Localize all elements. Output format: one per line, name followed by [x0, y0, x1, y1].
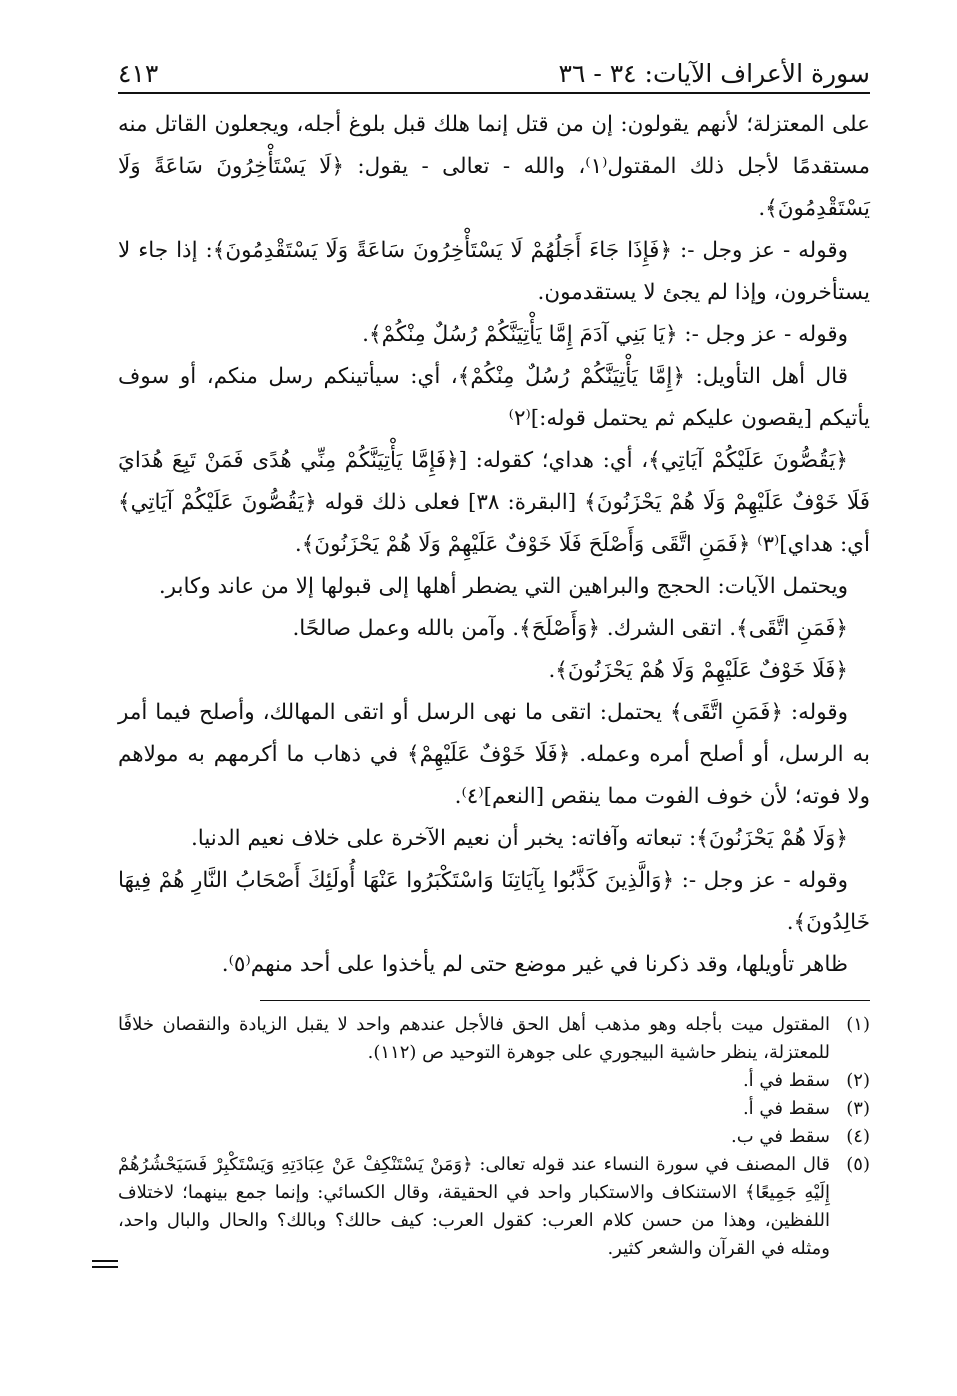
footnote-text: المقتول ميت بأجله وهو مذهب أهل الحق فالأجل عندهم واحد لا يقبل الزيادة والنقصان خلافًا للمعتزلة، ينظر حاشية البيجوري على جوهرة التوحيد ص (١١٢). — [118, 1014, 830, 1063]
paragraph: وقوله - عز وجل -: ﴿وَالَّذِينَ كَذَّبُوا بِآيَاتِنَا وَاسْتَكْبَرُوا عَنْهَا أُولَئِكَ أَصْحَابُ النَّارِ هُمْ فِيهَا خَالِدُونَ﴾. — [118, 868, 870, 935]
footnote-number: (٤) — [846, 1126, 870, 1147]
footnote-number: (٥) — [846, 1154, 870, 1175]
footnote-text: قال المصنف في سورة النساء عند قوله تعالى: ﴿وَمَنْ يَسْتَنْكِفْ عَنْ عِبَادَتِهِ وَيَسْتَكْبِرْ فَسَيَحْشُرُهُمْ إِلَيْهِ جَمِيعًا﴾ الاستنكاف والاستكبار واحد في الحقيقة، وقال الكسائي: وإنما جمع بينهما؛ لاختلاف اللفظين، وهذا من حسن كلام العرب: كقول العرب: كيف حالك؟ وبالك؟ والحال والبال واحد، ومثله في القرآن والشعر كثير. — [118, 1154, 830, 1259]
paragraph: ظاهر تأويلها، وقد ذكرنا في غير موضع حتى لم يأخذوا على أحد منهم⁽٥⁾. — [221, 952, 848, 977]
paragraph: وقوله: ﴿فَمَنِ اتَّقَى﴾ يحتمل: اتقى ما نهى الرسل أو اتقى المهالك، وأصلح فيما أمر به الرسل، أو أصلح أمره وعمله. ﴿فَلَا خَوْفٌ عَلَيْهِمْ﴾ في ذهاب ما أكرمهم به مولاهم ولا فوته؛ لأن خوف الفوت مما ينقص [النعم]⁽٤⁾. — [118, 700, 870, 809]
paragraph: ﴿فَلَا خَوْفٌ عَلَيْهِمْ وَلَا هُمْ يَحْزَنُونَ﴾. — [548, 658, 848, 683]
footnote-number: (٢) — [846, 1070, 870, 1091]
footnote — [118, 1123, 870, 1151]
footnote-number: (١) — [846, 1014, 870, 1035]
paragraph: على المعتزلة؛ لأنهم يقولون: إن من قتل إنما هلك قبل بلوغ أجله، ويجعلون القاتل منه مستقدمًا لأجل ذلك المقتول⁽١⁾، والله - تعالى - يقول: ﴿لَا يَسْتَأْخِرُونَ سَاعَةً وَلَا يَسْتَقْدِمُونَ﴾. — [118, 112, 870, 221]
footnote-text: سقط في أ. — [742, 1070, 830, 1091]
footnote — [118, 1067, 870, 1095]
footnote-separator — [260, 1000, 870, 1001]
footnote — [118, 1011, 870, 1067]
margin-mark — [92, 1260, 118, 1268]
footnote-text: سقط في أ. — [742, 1098, 830, 1119]
paragraph: ﴿وَلَا هُمْ يَحْزَنُونَ﴾: تبعاته وآفاته: يخبر أن نعيم الآخرة على خلاف نعيم الدنيا. — [190, 826, 848, 851]
page-number: ٤١٣ — [118, 59, 159, 88]
footnote-number: (٣) — [846, 1098, 870, 1119]
paragraph: قال أهل التأويل: ﴿إِمَّا يَأْتِيَنَّكُمْ رُسُلٌ مِنْكُمْ﴾، أي: سيأتينكم رسل منكم، أو سوف يأتيكم [يقصون عليكم ثم يحتمل قوله:]⁽٢⁾ — [118, 364, 870, 431]
footnotes — [118, 1011, 870, 1263]
document-page — [118, 48, 870, 1263]
page-header — [118, 48, 870, 94]
body-text — [118, 104, 870, 986]
paragraph: ﴿فَمَنِ اتَّقَى﴾. اتقى الشرك. ﴿وَأَصْلَحَ﴾. وآمن بالله وعمل صالحًا. — [292, 616, 848, 641]
paragraph: وقوله - عز وجل -: ﴿يَا بَنِي آدَمَ إِمَّا يَأْتِيَنَّكُمْ رُسُلٌ مِنْكُمْ﴾. — [362, 322, 848, 347]
footnote — [118, 1095, 870, 1123]
paragraph: وقوله - عز وجل -: ﴿فَإِذَا جَاءَ أَجَلُهُمْ لَا يَسْتَأْخِرُونَ سَاعَةً وَلَا يَسْتَقْدِمُونَ﴾: إذا جاء لا يستأخرون، وإذا لم يجئ لا يستقدمون. — [118, 238, 870, 305]
surah-title: سورة الأعراف الآيات: ٣٤ - ٣٦ — [558, 59, 870, 88]
paragraph: ﴿يَقُصُّونَ عَلَيْكُمْ آيَاتِي﴾، أي: هداي؛ كقوله: [﴿فَإِمَّا يَأْتِيَنَّكُمْ مِنِّي هُدًى فَمَنْ تَبِعَ هُدَايَ فَلَا خَوْفٌ عَلَيْهِمْ وَلَا هُمْ يَحْزَنُونَ﴾ [البقرة: ٣٨] فعلى ذلك قوله ﴿يَقُصُّونَ عَلَيْكُمْ آيَاتِي﴾ أي: هداي]⁽٣⁾ ﴿فَمَنِ اتَّقَى وَأَصْلَحَ فَلَا خَوْفٌ عَلَيْهِمْ وَلَا هُمْ يَحْزَنُونَ﴾. — [118, 448, 870, 557]
footnote-text: سقط في ب. — [731, 1126, 830, 1147]
paragraph: ويحتمل الآيات: الحجج والبراهين التي يضطر أهلها إلى قبولها إلا من عاند وكابر. — [158, 574, 848, 599]
footnote — [118, 1151, 870, 1263]
